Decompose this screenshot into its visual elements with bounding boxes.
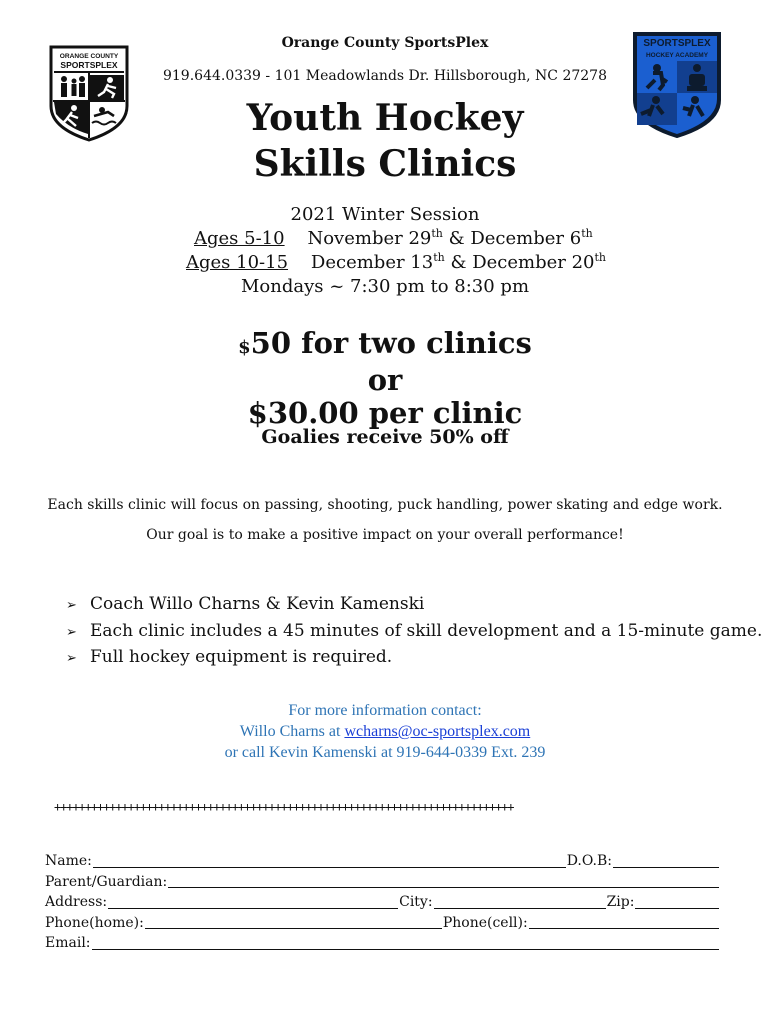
session-name: 2021 Winter Session <box>290 204 480 225</box>
dob-field[interactable] <box>613 853 719 868</box>
contact-heading: For more information contact: <box>288 702 482 719</box>
pricing <box>0 327 770 430</box>
city-field[interactable] <box>434 894 606 909</box>
email-link[interactable]: wcharns@oc-sportsplex.com <box>344 723 531 740</box>
city-label: City: <box>399 894 433 910</box>
address-label: Address: <box>45 894 108 910</box>
arrowhead-icon: ➢ <box>66 598 77 613</box>
svg-text:SPORTSPLEX: SPORTSPLEX <box>60 60 118 70</box>
phone-home-label: Phone(home): <box>45 914 144 931</box>
contact-phone-line: or call Kevin Kamenski at 919-644-0339 Ext. 239 <box>224 744 546 761</box>
list-item: ➢ Each clinic includes a 45 minutes of skill development and a 15-minute game. <box>66 619 762 646</box>
separator: +++++++++++++++++++++++++++++++++++++++++++++++++++++++++++++++++++++++++++ <box>54 800 514 814</box>
age-group-label: Ages 10-15 <box>186 252 289 273</box>
address-field[interactable] <box>108 894 398 909</box>
age-group-dates: November 29th & December 6th <box>307 227 593 249</box>
contact-email-line: Willo Charns at wcharns@oc-sportsplex.com <box>239 723 531 740</box>
form-row-email <box>45 933 720 954</box>
zip-label: Zip: <box>606 894 635 910</box>
email-field[interactable] <box>92 935 719 950</box>
clinic-goal-text: Our goal is to make a positive impact on your overall performance! <box>146 527 624 543</box>
price-per-clinic: $30.00 per clinic <box>247 396 523 430</box>
schedule: Mondays ~ 7:30 pm to 8:30 pm <box>240 276 530 297</box>
phone-home-field[interactable] <box>145 914 442 929</box>
phone-cell-field[interactable] <box>529 914 719 929</box>
form-row-parent <box>45 872 720 893</box>
age-group-dates: December 13th & December 20th <box>310 251 607 273</box>
parent-label: Parent/Guardian: <box>45 873 168 890</box>
name-field[interactable] <box>93 853 566 868</box>
parent-field[interactable] <box>168 873 719 888</box>
svg-text:ORANGE COUNTY: ORANGE COUNTY <box>59 53 119 60</box>
info-bullets <box>66 592 762 672</box>
title-line-2: Skills Clinics <box>253 143 517 185</box>
list-item: ➢ Coach Willo Charns & Kevin Kamenski <box>66 592 762 619</box>
age-group-row <box>186 251 606 273</box>
form-row-name <box>45 851 720 872</box>
name-label: Name: <box>45 853 92 869</box>
goalie-discount: Goalies receive 50% off <box>261 426 509 448</box>
clinic-focus-text: Each skills clinic will focus on passing, shooting, puck handling, power skating and edge work. <box>47 497 723 513</box>
page-title <box>0 95 770 187</box>
phone-cell-label: Phone(cell): <box>442 914 528 931</box>
price-or: or <box>367 363 403 397</box>
list-item: ➢ Full hockey equipment is required. <box>66 645 762 672</box>
svg-text:SPORTSPLEX: SPORTSPLEX <box>643 38 711 49</box>
title-line-1: Youth Hockey <box>246 97 524 139</box>
zip-field[interactable] <box>635 894 719 909</box>
dob-label: D.O.B: <box>566 853 612 869</box>
form-row-address <box>45 892 720 913</box>
registration-form <box>45 851 720 954</box>
email-label: Email: <box>45 935 91 951</box>
form-row-phone <box>45 913 720 934</box>
arrowhead-icon: ➢ <box>66 651 77 666</box>
org-address: 919.644.0339 - 101 Meadowlands Dr. Hillsborough, NC 27278 <box>162 68 607 84</box>
age-group-label: Ages 5-10 <box>194 228 285 249</box>
svg-text:HOCKEY ACADEMY: HOCKEY ACADEMY <box>645 52 709 59</box>
arrowhead-icon: ➢ <box>66 624 77 640</box>
price-two-clinics: $50 for two clinics <box>238 326 532 360</box>
age-group-row <box>194 227 593 249</box>
contact-info <box>0 700 770 763</box>
org-name: Orange County SportsPlex <box>281 35 489 51</box>
